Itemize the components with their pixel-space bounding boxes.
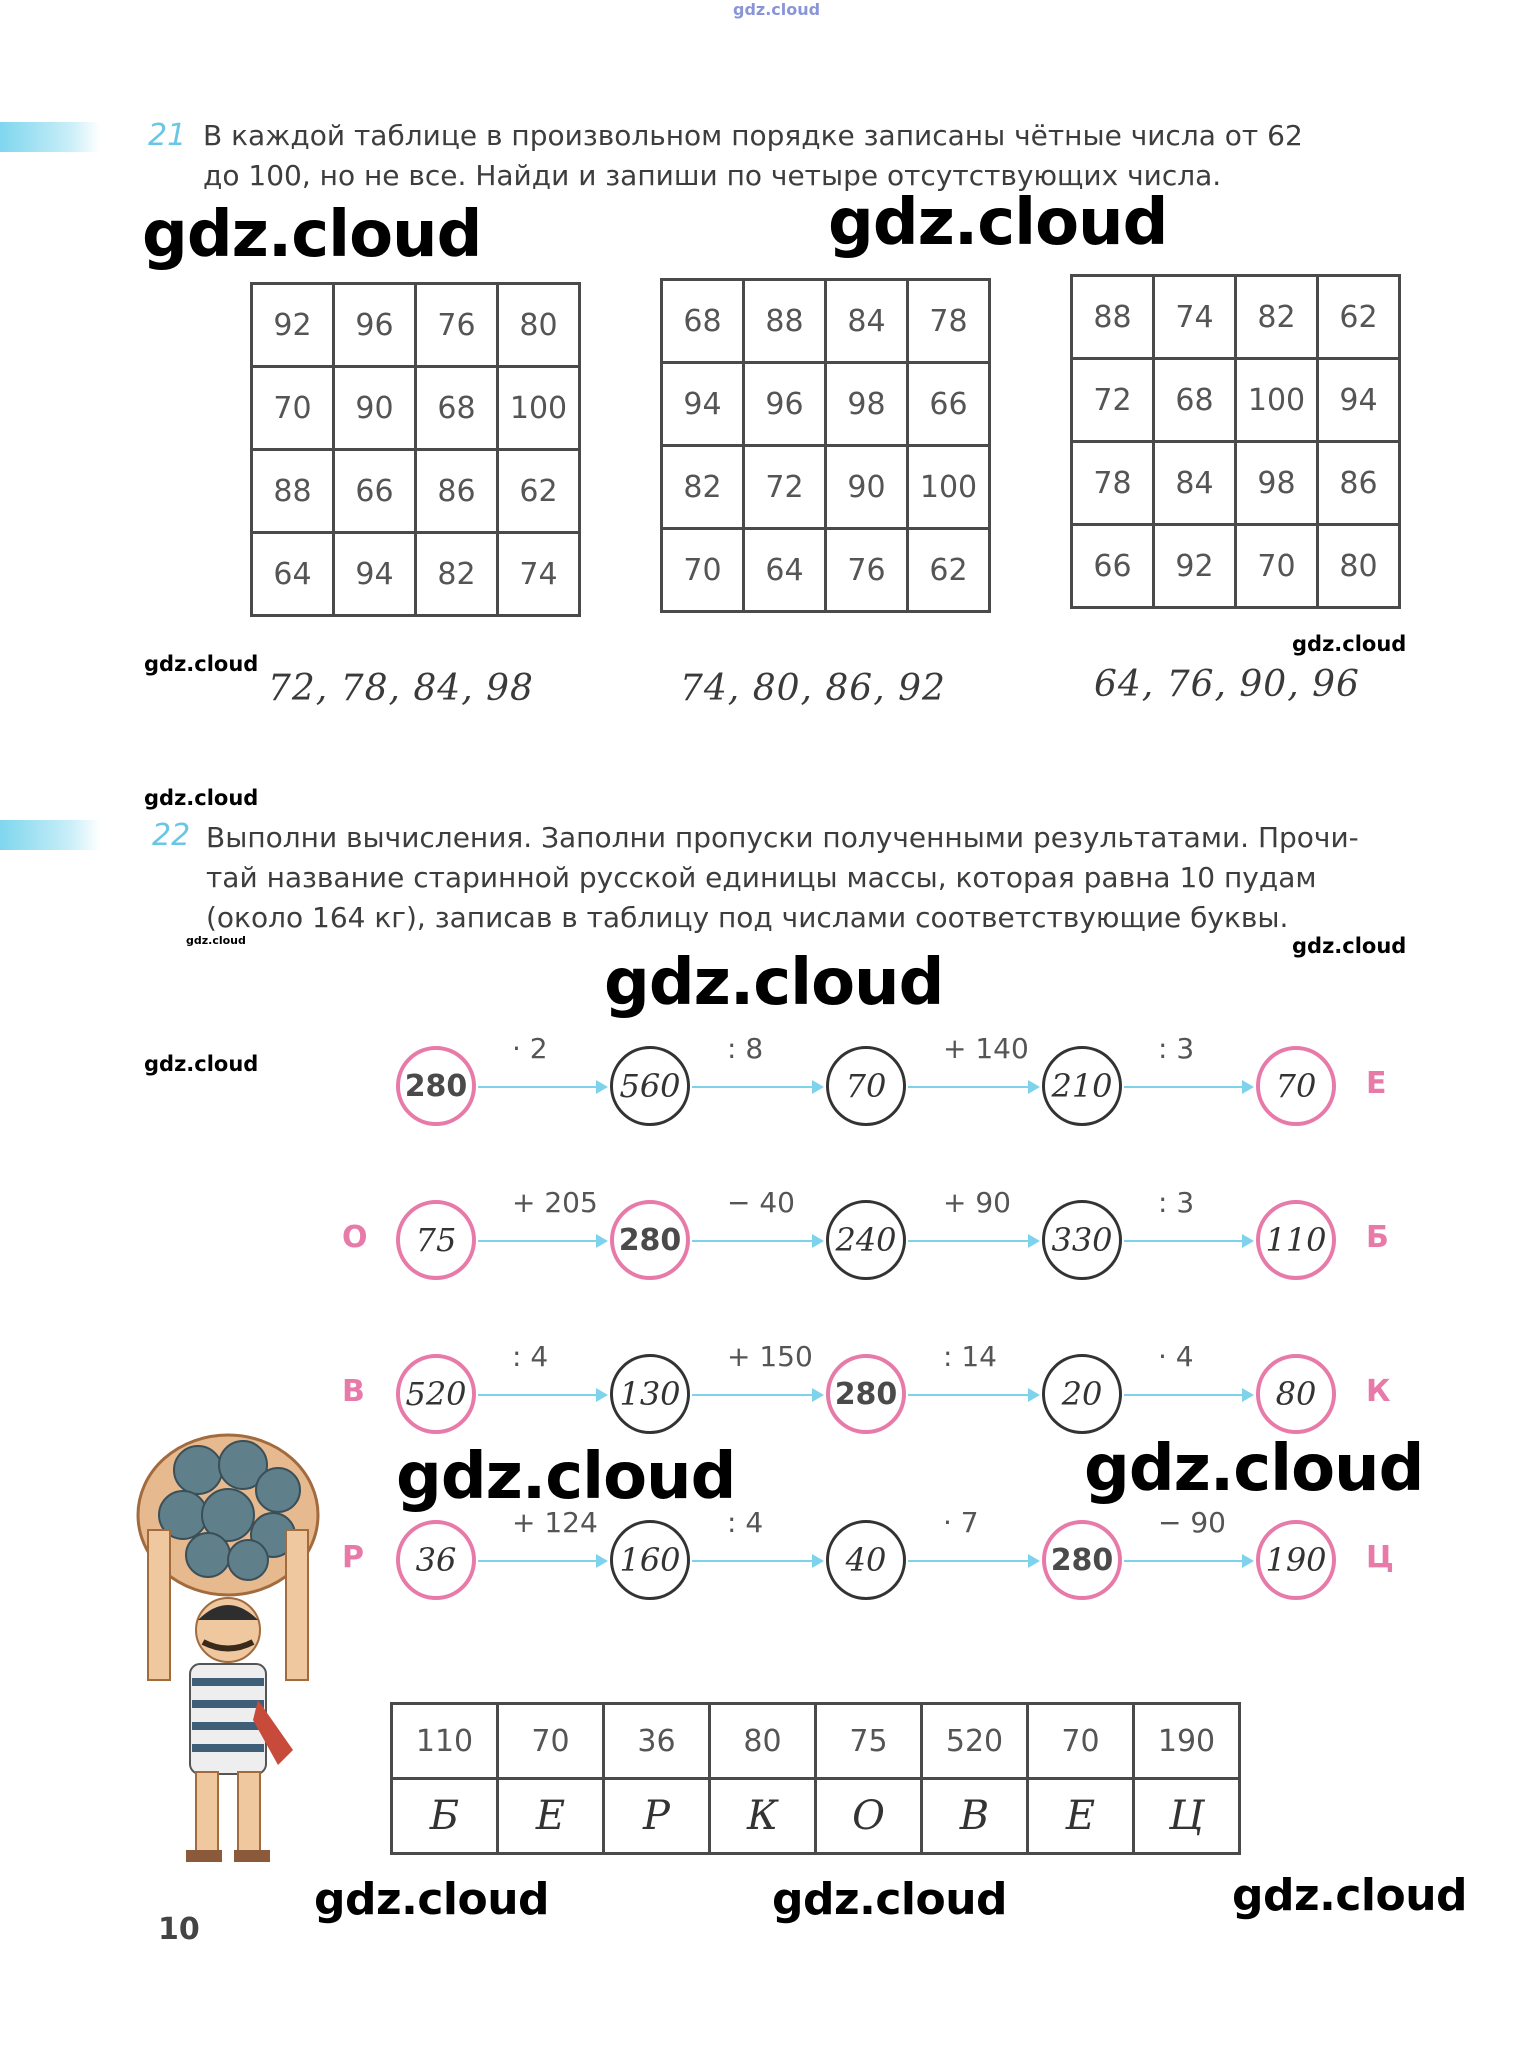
table-cell: 78 — [908, 280, 990, 363]
table-row — [392, 1779, 1240, 1854]
task-21-text — [203, 116, 1453, 196]
chain-arrow — [692, 1394, 822, 1396]
table-cell: 100 — [1236, 359, 1318, 442]
chain-arrow — [1124, 1394, 1252, 1396]
table-row — [662, 446, 990, 529]
table-cell: 66 — [908, 363, 990, 446]
handwritten-answer: 330 — [1051, 1221, 1113, 1259]
given-value: 280 — [618, 1222, 682, 1258]
table-cell: 88 — [1072, 276, 1154, 359]
code-letter-cell: Е — [498, 1779, 604, 1854]
chain-operation: : 3 — [1158, 1186, 1195, 1219]
table-row — [252, 533, 580, 616]
task-22-line-1: Выполни вычисления. Заполни пропуски полученными результатами. Прочи- — [206, 821, 1359, 854]
table-row — [1072, 442, 1400, 525]
table-cell: 94 — [334, 533, 416, 616]
chain-circle — [1042, 1200, 1122, 1280]
task-22-text — [206, 818, 1456, 938]
table-cell: 64 — [744, 529, 826, 612]
chain-operation: + 140 — [943, 1032, 1029, 1065]
table-cell: 74 — [1154, 276, 1236, 359]
handwritten-answer: 36 — [415, 1541, 457, 1579]
chain-circle — [1042, 1520, 1122, 1600]
watermark-text: gdz.cloud — [314, 1874, 550, 1925]
chain-circle — [1256, 1046, 1336, 1126]
chain-circle — [610, 1520, 690, 1600]
table-cell: 98 — [826, 363, 908, 446]
chain-arrow — [908, 1240, 1038, 1242]
handwritten-answer: 70 — [845, 1067, 887, 1105]
chain-arrow — [1124, 1086, 1252, 1088]
table-cell: 72 — [1072, 359, 1154, 442]
watermark-text: gdz.cloud — [828, 186, 1168, 260]
table-cell: 96 — [334, 284, 416, 367]
top-watermark: gdz.cloud — [733, 0, 821, 19]
table-row — [1072, 359, 1400, 442]
watermark-text: gdz.cloud — [772, 1874, 1008, 1925]
chain-circle — [826, 1520, 906, 1600]
table-cell: 84 — [826, 280, 908, 363]
watermark-text: gdz.cloud — [396, 1440, 736, 1514]
table-cell: 82 — [416, 533, 498, 616]
chain-arrow — [692, 1560, 822, 1562]
handwritten-answer: 70 — [1275, 1067, 1317, 1105]
chain-arrow — [908, 1394, 1038, 1396]
table-cell: 76 — [416, 284, 498, 367]
given-value: 280 — [834, 1376, 898, 1412]
watermark-text: gdz.cloud — [144, 786, 259, 810]
code-number-cell: 70 — [1028, 1704, 1134, 1779]
table-row — [662, 529, 990, 612]
table-row — [392, 1704, 1240, 1779]
number-table-2 — [660, 278, 991, 613]
chain-arrow — [478, 1394, 606, 1396]
task-21-number: 21 — [148, 118, 187, 153]
chain-operation: − 90 — [1158, 1506, 1226, 1539]
chain-circle — [1256, 1200, 1336, 1280]
table-row — [1072, 525, 1400, 608]
answer-code-table — [390, 1702, 1241, 1855]
chain-operation: · 2 — [512, 1032, 548, 1065]
handwritten-answer: 80 — [1275, 1375, 1317, 1413]
table-cell: 64 — [252, 533, 334, 616]
task-22-marker-band — [0, 820, 100, 850]
task-21-line-1: В каждой таблице в произвольном порядке записаны чётные числа от 62 — [203, 119, 1303, 152]
table-cell: 80 — [498, 284, 580, 367]
handwritten-answer: 110 — [1265, 1221, 1327, 1259]
code-number-cell: 190 — [1134, 1704, 1240, 1779]
code-letter-cell: В — [922, 1779, 1028, 1854]
table-cell: 80 — [1318, 525, 1400, 608]
watermark-text: gdz.cloud — [1292, 934, 1407, 958]
table-cell: 74 — [498, 533, 580, 616]
chain-operation: : 4 — [512, 1340, 549, 1373]
watermark-text: gdz.cloud — [1232, 1870, 1468, 1921]
table-cell: 78 — [1072, 442, 1154, 525]
answer-table-3: 64, 76, 90, 96 — [1094, 664, 1360, 705]
chain-operation: · 4 — [1158, 1340, 1194, 1373]
table-cell: 68 — [1154, 359, 1236, 442]
strongman-illustration — [128, 1420, 328, 1870]
table-cell: 88 — [744, 280, 826, 363]
table-row — [252, 284, 580, 367]
watermark-text: gdz.cloud — [1084, 1432, 1424, 1506]
chain-end-letter: Е — [1366, 1066, 1387, 1101]
handwritten-answer: 210 — [1051, 1067, 1113, 1105]
table-cell: 100 — [498, 367, 580, 450]
table-cell: 86 — [416, 450, 498, 533]
table-cell: 62 — [498, 450, 580, 533]
chain-operation: : 8 — [727, 1032, 764, 1065]
table-cell: 96 — [744, 363, 826, 446]
handwritten-answer: 75 — [415, 1221, 457, 1259]
code-letter-cell: Е — [1028, 1779, 1134, 1854]
table-cell: 68 — [416, 367, 498, 450]
chain-operation: − 40 — [727, 1186, 795, 1219]
task-22-number: 22 — [152, 818, 191, 853]
code-letter-cell: Р — [604, 1779, 710, 1854]
chain-circle — [826, 1354, 906, 1434]
table-row — [252, 367, 580, 450]
table-cell: 92 — [1154, 525, 1236, 608]
task-22-line-3: (около 164 кг), записав в таблицу под числами соответствующие буквы. — [206, 901, 1289, 934]
chain-circle — [1256, 1520, 1336, 1600]
chain-circle — [610, 1200, 690, 1280]
table-cell: 70 — [252, 367, 334, 450]
given-value: 280 — [1050, 1542, 1114, 1578]
chain-start-letter: О — [342, 1220, 368, 1255]
table-cell: 94 — [1318, 359, 1400, 442]
chain-arrow — [908, 1086, 1038, 1088]
chain-operation: + 90 — [943, 1186, 1011, 1219]
task-21-line-2: до 100, но не все. Найди и запиши по четыре отсутствующих числа. — [203, 159, 1222, 192]
table-cell: 100 — [908, 446, 990, 529]
task-21-marker-band — [0, 122, 100, 152]
chain-circle — [610, 1046, 690, 1126]
table-cell: 92 — [252, 284, 334, 367]
code-number-cell: 75 — [816, 1704, 922, 1779]
chain-end-letter: Ц — [1366, 1540, 1394, 1575]
code-number-cell: 520 — [922, 1704, 1028, 1779]
code-letter-cell: Ц — [1134, 1779, 1240, 1854]
table-cell: 62 — [1318, 276, 1400, 359]
table-cell: 72 — [744, 446, 826, 529]
watermark-text: gdz.cloud — [144, 652, 259, 676]
chain-operation: + 205 — [512, 1186, 598, 1219]
code-number-cell: 80 — [710, 1704, 816, 1779]
watermark-text: gdz.cloud — [144, 1052, 259, 1076]
chain-circle — [610, 1354, 690, 1434]
table-row — [252, 450, 580, 533]
table-row — [1072, 276, 1400, 359]
chain-operation: + 150 — [727, 1340, 813, 1373]
chain-start-letter: В — [342, 1374, 365, 1409]
chain-operation: : 14 — [943, 1340, 997, 1373]
handwritten-answer: 560 — [619, 1067, 681, 1105]
watermark-text: gdz.cloud — [186, 934, 246, 947]
watermark-text: gdz.cloud — [1292, 632, 1407, 656]
table-cell: 62 — [908, 529, 990, 612]
chain-operation: : 4 — [727, 1506, 764, 1539]
chain-arrow — [692, 1240, 822, 1242]
table-row — [662, 280, 990, 363]
table-cell: 82 — [1236, 276, 1318, 359]
table-cell: 66 — [334, 450, 416, 533]
code-number-cell: 36 — [604, 1704, 710, 1779]
code-number-cell: 110 — [392, 1704, 498, 1779]
number-table-3 — [1070, 274, 1401, 609]
chain-operation: : 3 — [1158, 1032, 1195, 1065]
table-cell: 90 — [826, 446, 908, 529]
chain-circle — [1042, 1046, 1122, 1126]
answer-table-1: 72, 78, 84, 98 — [268, 668, 534, 709]
chain-arrow — [478, 1240, 606, 1242]
task-22-line-2: тай название старинной русской единицы массы, которая равна 10 пудам — [206, 861, 1317, 894]
code-letter-cell: К — [710, 1779, 816, 1854]
code-letter-cell: Б — [392, 1779, 498, 1854]
chain-circle — [396, 1520, 476, 1600]
number-table-1 — [250, 282, 581, 617]
watermark-text: gdz.cloud — [142, 198, 482, 272]
chain-circle — [1256, 1354, 1336, 1434]
chain-arrow — [478, 1560, 606, 1562]
handwritten-answer: 190 — [1265, 1541, 1327, 1579]
table-cell: 94 — [662, 363, 744, 446]
answer-table-2: 74, 80, 86, 92 — [680, 668, 946, 709]
chain-arrow — [1124, 1560, 1252, 1562]
table-cell: 98 — [1236, 442, 1318, 525]
handwritten-answer: 130 — [619, 1375, 681, 1413]
code-letter-cell: О — [816, 1779, 922, 1854]
chain-circle — [826, 1046, 906, 1126]
chain-end-letter: К — [1366, 1374, 1391, 1409]
table-cell: 86 — [1318, 442, 1400, 525]
chain-end-letter: Б — [1366, 1220, 1389, 1255]
chain-circle — [826, 1200, 906, 1280]
chain-circle — [396, 1046, 476, 1126]
table-cell: 68 — [662, 280, 744, 363]
handwritten-answer: 20 — [1061, 1375, 1103, 1413]
table-cell: 84 — [1154, 442, 1236, 525]
table-cell: 90 — [334, 367, 416, 450]
handwritten-answer: 160 — [619, 1541, 681, 1579]
chain-arrow — [692, 1086, 822, 1088]
chain-start-letter: Р — [342, 1540, 364, 1575]
chain-circle — [396, 1200, 476, 1280]
table-cell: 70 — [1236, 525, 1318, 608]
table-cell: 70 — [662, 529, 744, 612]
chain-arrow — [908, 1560, 1038, 1562]
code-number-cell: 70 — [498, 1704, 604, 1779]
table-cell: 66 — [1072, 525, 1154, 608]
page-number: 10 — [158, 1912, 200, 1947]
watermark-text: gdz.cloud — [604, 946, 944, 1020]
chain-circle — [1042, 1354, 1122, 1434]
handwritten-answer: 40 — [845, 1541, 887, 1579]
chain-arrow — [478, 1086, 606, 1088]
table-cell: 88 — [252, 450, 334, 533]
chain-operation: · 7 — [943, 1506, 979, 1539]
chain-circle — [396, 1354, 476, 1434]
table-cell: 76 — [826, 529, 908, 612]
table-row — [662, 363, 990, 446]
handwritten-answer: 520 — [405, 1375, 467, 1413]
given-value: 280 — [404, 1068, 468, 1104]
chain-operation: + 124 — [512, 1506, 598, 1539]
table-cell: 82 — [662, 446, 744, 529]
chain-arrow — [1124, 1240, 1252, 1242]
handwritten-answer: 240 — [835, 1221, 897, 1259]
